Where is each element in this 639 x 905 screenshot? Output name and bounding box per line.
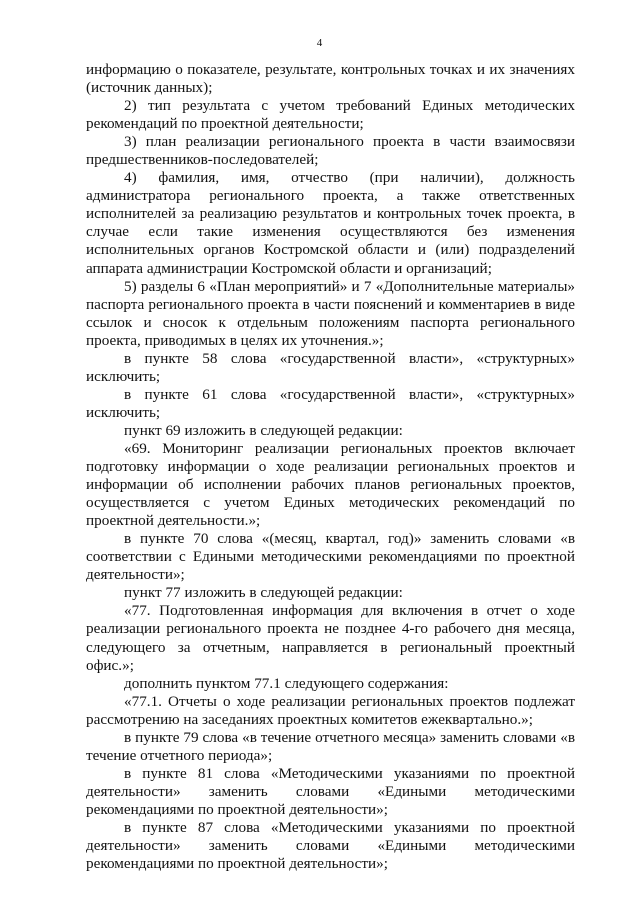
amendment-point-61: в пункте 61 слова «государственной власти», «структурных» исключить; <box>86 385 575 421</box>
amendment-point-79: в пункте 79 слова «в течение отчетного месяца» заменить словами «в течение отчетного периода»; <box>86 728 575 764</box>
list-item-5: 5) разделы 6 «План мероприятий» и 7 «Дополнительные материалы» паспорта регионального проекта в части пояснений и комментариев в виде ссылок и сносок к отдельным положениям паспорта регионального проекта, приводимых в целях их уточнения.»; <box>86 277 575 349</box>
list-item-2: 2) тип результата с учетом требований Единых методических рекомендаций по проектной деятельности; <box>86 97 575 133</box>
amendment-point-81: в пункте 81 слова «Методическими указаниями по проектной деятельности» заменить словами «Едиными методическими рекомендациями по проектной деятельности»; <box>86 764 575 818</box>
amendment-point-58: в пункте 58 слова «государственной власти», «структурных» исключить; <box>86 349 575 385</box>
amendment-point-70: в пункте 70 слова «(месяц, квартал, год)» заменить словами «в соответствии с Едиными методическими рекомендациями по проектной деятельности»; <box>86 530 575 584</box>
amendment-point-77-1-intro: дополнить пунктом 77.1 следующего содержания: <box>124 674 449 692</box>
page-number: 4 <box>316 37 323 49</box>
document-body <box>86 61 575 873</box>
amendment-point-69-text: «69. Мониторинг реализации региональных проектов включает подготовку информации о ходе реализации региональных проектов и информации об исполнении рабочих планов региональных проектов, осуществляется с учетом Единых методических рекомендаций по проектной деятельности.»; <box>86 439 575 530</box>
amendment-point-77-1-text: «77.1. Отчеты о ходе реализации региональных проектов подлежат рассмотрению на заседаниях проектных комитетов ежеквартально.»; <box>86 692 575 728</box>
amendment-point-77-intro: пункт 77 изложить в следующей редакции: <box>124 584 403 602</box>
paragraph-continuation: информацию о показателе, результате, контрольных точках и их значениях (источник данных); <box>86 61 575 97</box>
amendment-point-87: в пункте 87 слова «Методическими указаниями по проектной деятельности» заменить словами «Едиными методическими рекомендациями по проектной деятельности»; <box>86 818 575 873</box>
list-item-4: 4) фамилия, имя, отчество (при наличии), должность администратора регионального проекта, а также ответственных исполнителей за реализацию результатов и контрольных точек проекта, в случае если такие изменения осуществляются без изменения исполнительных органов Костромской области и (или) подразделений аппарата администрации Костромской области и организаций; <box>86 169 575 277</box>
amendment-point-69-intro: пункт 69 изложить в следующей редакции: <box>124 421 403 439</box>
amendment-point-77-text: «77. Подготовленная информация для включения в отчет о ходе реализации регионального проекта не позднее 4-го рабочего дня месяца, следующего за отчетным, направляется в региональный проектный офис.»; <box>86 602 575 674</box>
list-item-3: 3) план реализации регионального проекта в части взаимосвязи предшественников-последователей; <box>86 133 575 169</box>
